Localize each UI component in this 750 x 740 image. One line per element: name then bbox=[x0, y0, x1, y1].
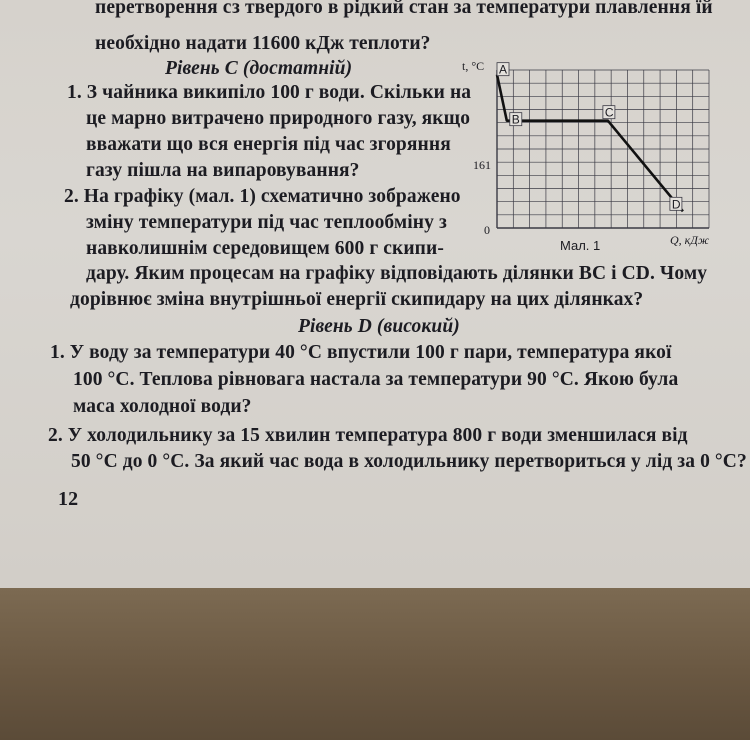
text-line: зміну температури під час теплообміну з bbox=[86, 212, 447, 233]
y-tick-0: 0 bbox=[484, 223, 490, 237]
text-line: перетворення сз твердого в рідкий стан за температури плавлення їй bbox=[95, 0, 713, 18]
chart-caption: Мал. 1 bbox=[560, 238, 601, 253]
text-line: 100 °С. Теплова рівновага настала за температури 90 °С. Якою була bbox=[73, 369, 679, 390]
x-axis-label: Q, кДж bbox=[670, 233, 710, 247]
point-label-d: D bbox=[671, 197, 681, 212]
point-label-a: A bbox=[499, 62, 508, 77]
text-line: 1. У воду за температури 40 °С впустили 100 г пари, температура якої bbox=[50, 342, 672, 363]
text-line: маса холодної води? bbox=[73, 396, 252, 417]
text-line: вважати що вся енергія під час згоряння bbox=[86, 134, 451, 155]
text-line: навколишнім середовищем 600 г скипи- bbox=[86, 238, 444, 259]
text-line: дорівнює зміна внутрішньої енергії скипидару на цих ділянках? bbox=[70, 289, 644, 310]
text-line: 1. З чайника википіло 100 г води. Скільки на bbox=[67, 82, 472, 103]
desk-background bbox=[0, 588, 750, 740]
point-label-c: C bbox=[604, 105, 614, 120]
text-line: 50 °С до 0 °С. За який час вода в холодильнику перетвориться у лід за 0 °С? bbox=[71, 451, 747, 472]
y-tick-161: 161 bbox=[473, 158, 491, 172]
text-line: 2. У холодильнику за 15 хвилин температура 800 г води зменшилася від bbox=[48, 425, 688, 446]
text-line: 2. На графіку (мал. 1) схематично зображено bbox=[64, 186, 461, 207]
y-axis-label: t, °C bbox=[462, 59, 485, 73]
text-line: необхідно надати 11600 кДж теплоти? bbox=[95, 33, 431, 54]
temperature-chart bbox=[462, 56, 732, 256]
section-heading-level-c: Рівень С (достатній) bbox=[165, 58, 353, 79]
section-heading-level-d: Рівень D (високий) bbox=[298, 316, 460, 337]
text-line: дару. Яким процесам на графіку відповідають ділянки ВС і СD. Чому bbox=[86, 263, 708, 284]
chart-series bbox=[497, 63, 683, 212]
series-line bbox=[497, 75, 683, 212]
point-label-b: B bbox=[511, 112, 520, 127]
page-number: 12 bbox=[58, 488, 79, 510]
text-line: це марно витрачено природного газу, якщо bbox=[86, 108, 471, 129]
text-line: газу пішла на випаровування? bbox=[86, 160, 360, 181]
